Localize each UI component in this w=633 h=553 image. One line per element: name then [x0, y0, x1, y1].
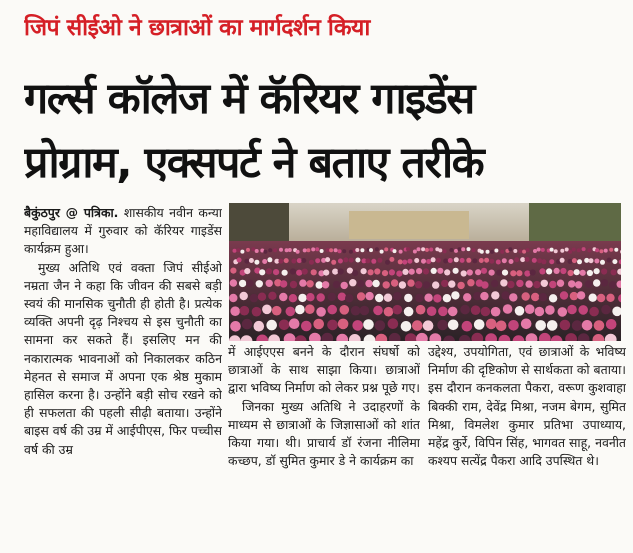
lead-paragraph	[24, 204, 222, 259]
body-paragraph: जिनका मुख्य अतिथि ने उदाहरणों के माध्यम से छात्राओं के जिज्ञासाओं को शांत किया गया। थी। प्राचार्य डॉ रंजना नीलिमा कच्छप, डॉ सुमित कुमार डे ने कार्यक्रम का	[228, 398, 420, 469]
body-paragraph: में आईएएस बनने के दौरान संघर्षो को छात्राओं के साथ साझा किया। छात्राओं द्वारा भविष्य निर्माण को लेकर प्रश्न पूछे गए।	[228, 344, 420, 396]
article-column-3	[428, 343, 626, 543]
lead-text: शासकीय नवीन कन्या महाविद्यालय में गुरुवार को कॅरियर गाइडेंस कार्यक्रम हुआ।	[24, 205, 222, 257]
body-paragraph: उद्देश्य, उपयोगिता, एवं छात्राओं के भविष्य निर्माण की दृष्टिकोण से सार्थकता को बताया। इस दौरान कनकलता पैकरा, वरूण कुशवाहा बिक्की राम, देवेंद्र मिश्रा, नजम बेगम, सुमित मिश्रा, विमलेश कुमार प्रतिभा उपाध्याय, महेंद्र कुर्रे, विपिन सिंह, भागवत साहू, नवनीत कश्यप सत्येंद्र पैकरा आदि उपस्थित थे।	[428, 344, 626, 469]
article-column-1	[24, 204, 222, 544]
article-column-2	[228, 343, 420, 543]
main-headline-line-1: गर्ल्स कॉलेज में कॅरियर गाइडेंस	[24, 74, 474, 124]
crowd-photo-illustration	[229, 203, 621, 341]
dateline: बैकुंठपुर @ पत्रिका.	[24, 205, 119, 220]
main-headline-line-2: प्रोग्राम, एक्सपर्ट ने बताए तरीके	[24, 138, 484, 188]
body-paragraph: मुख्य अतिथि एवं वक्ता जिपं सीईओ नम्रता जैन ने कहा कि जीवन की सबसे बड़ी स्वयं की मानसिक चुनौती ही होती है। प्रत्येक व्यक्ति अपनी दृढ़ निश्चय से इस चुनौती का सामना कर सकते हैं। इसलिए मन की नकारात्मक भावनाओं को निकालकर कठिन मेहनत से समाज में अपना एक श्रेष्ठ मुकाम हासिल करना है। उन्होंने बड़ी सोच रखने को ही सफलता की पहली सीढ़ी बताया। उन्होंने बाइस वर्ष की उम्र में आईपीएस, फिर पच्चीस वर्ष की उम्र	[24, 259, 222, 457]
event-photo	[229, 203, 621, 341]
kicker-headline: जिपं सीईओ ने छात्राओं का मार्गदर्शन किया	[24, 15, 370, 41]
